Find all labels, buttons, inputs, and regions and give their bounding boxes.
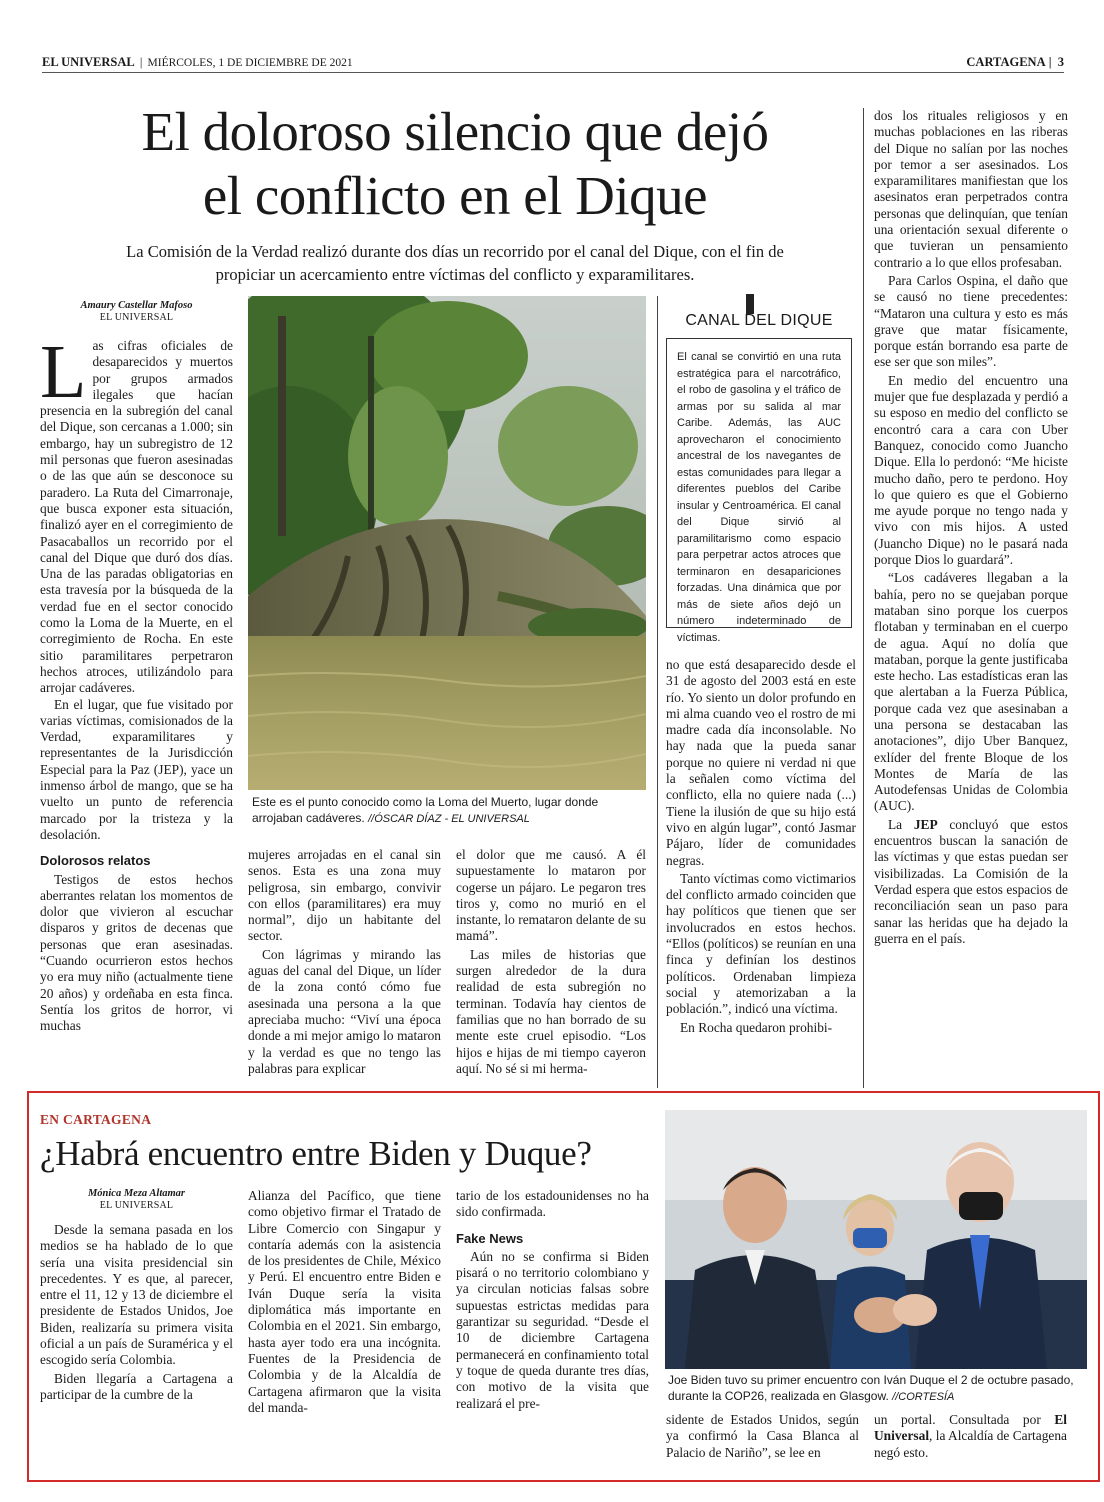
- main-column-5: [874, 108, 1068, 947]
- paragraph: Desde la semana pasada en los medios se ha hablado de lo que sería una visita presidencial sin precedentes. Y es que, al parecer, entre el 11, 12 y 13 de diciembre el presidente de Estados Unidos, Joe Biden, realizaría su primera visita oficial a un país de Suramérica y el escogido sería Colombia.: [40, 1222, 233, 1368]
- sidebar-title: CANAL DEL DIQUE: [685, 312, 833, 329]
- paragraph: “Los cadáveres llegaban a la bahía, pero no se quejaban porque mataban sino porque los cuerpos flotaban y terminaban en el cuerpo de agua. Aquí no dolía que mataban, porque la gente justificaba este hecho. Las estadísticas eran las que alertaban a la Fuerza Pública, porque cada vez que asesinaban a una persona se destacaban las anotaciones”, dijo Uber Banquez, exlíder del frente Bloque de los Montes de María de las Autodefensas Unidas de Colombia (AUC).: [874, 570, 1068, 814]
- paragraph: tario de los estadounidenses no ha sido confirmada.: [456, 1188, 649, 1220]
- subhead-fake-news: Fake News: [456, 1230, 524, 1246]
- lead-paragraph: Las cifras oficiales de desaparecidos y muertos por grupos armados ilegales que hacían presencia en la subregión del canal del Dique, son cercanas a 1.000; sin embargo, hay un subregistro de 12 mil personas que fueron asesinadas o de las que aún se desconoce su paradero. La Ruta del Cimarronaje, que busca exponer esta situación, finalizó ayer en el corregimiento de Pasacaballos un recorrido por el canal del Dique que duró dos días. Una de las paradas obligatorias en esta travesía por la búsqueda de la verdad fue en el sector conocido como la Loma de la Muerte, en el corregimiento de Rocha. En este sitio paramilitares perpetraron hechos atroces, utilizándolo para arrojar cadáveres.: [40, 330, 233, 696]
- secondary-author-name: Mónica Meza Altamar: [87, 1188, 186, 1199]
- paragraph: mujeres arrojadas en el canal sin senos. Esta es una zona muy peligrosa, sin embargo, convivir con ellos (paramilitares) era muy normal”, dijo un habitante del sector.: [248, 847, 441, 944]
- headline-line-1: El doloroso silencio que dejó: [141, 101, 769, 162]
- paragraph: En medio del encuentro una mujer que fue desplazada y perdió a su esposo en medio del conflicto se encontró cara a cara con Uber Banquez, conocido como Juancho Dique. Ella lo perdonó: “Me hiciste mucho daño, pero te perdono. Hoy lo que quiero es que el Gobierno me ayude porque no tengo nada y vivo con mis hijos. A usted (Juancho Dique) no le pasará nada porque Dios lo guardará”.: [874, 372, 1068, 568]
- secondary-column-1: [40, 1188, 233, 1403]
- dropcap: L: [40, 330, 87, 414]
- main-column-3: [456, 847, 646, 1077]
- headline-line-2: el conflicto en el Dique: [202, 165, 708, 226]
- sidebar-text: El canal se convirtió en una ruta estratégica para el narcotráfico, el robo de gasolina y el tráfico de armas por su salida al mar Caribe. Además, las AUC aprovecharon el conocimiento ancestral de los navegantes de estas comunidades para llegar a diferentes pueblos del Caribe insular y Centroamérica. El canal del Dique sirvió al paramilitarismo como espacio para perpetrar actos atroces que terminaron en desapariciones forzadas. Una dinámica que por más de siete años dejó un número indeterminado de víctimas.: [677, 351, 841, 644]
- secondary-column-2: [248, 1188, 441, 1416]
- paragraph: Testigos de estos hechos aberrantes relatan los momentos de dolor que vivieron al escuchar disparos y gritos de decenas que personas que eran asesinadas. “Cuando ocurrieron estos hechos yo era muy niño (actualmente tiene 20 años) y ordeñaba en esta finca. Sentía los gritos de horror, vi muchas: [40, 871, 233, 1034]
- secondary-column-3: [456, 1188, 649, 1412]
- header-rule: [42, 72, 1064, 73]
- paragraph: Biden llegaría a Cartagena a participar de la cumbre de la: [40, 1370, 233, 1402]
- sidebar-tab: [746, 294, 754, 314]
- secondary-photo-caption: Joe Biden tuvo su primer encuentro con Iván Duque el 2 de octubre pasado, durante la COP26, realizada en Glasgow. //CORTESÍA: [668, 1373, 1074, 1403]
- page-number: 3: [1057, 55, 1064, 69]
- paper-name: EL UNIVERSAL: [42, 55, 135, 69]
- tree-river-photo: [248, 296, 646, 790]
- secondary-column-5: [874, 1412, 1067, 1461]
- main-deck: [40, 240, 870, 286]
- deck-line-2: propiciar un acercamiento entre víctimas del conflicto y exparamilitares.: [215, 265, 695, 284]
- deck-line-1: La Comisión de la Verdad realizó durante dos días un recorrido por el canal del Dique, con el fin de: [126, 242, 784, 261]
- paragraph: Tanto víctimas como victimarios del conflicto armado coinciden que hay políticos que tienen que ser involucrados en estos hechos. “Ellos (políticos) se reunían en una finca y definían los destinos políticos. Ordenaban limpieza social y atemorizaban a la población.”, indicó una víctima.: [666, 870, 856, 1017]
- paragraph: En Rocha quedaron prohibi-: [680, 1019, 833, 1035]
- presidents-photo: [665, 1110, 1087, 1369]
- column-rule: [657, 296, 658, 1088]
- main-column-4: [666, 657, 856, 1036]
- secondary-column-4: [666, 1412, 859, 1461]
- paragraph: Aún no se confirma si Biden pisará o no territorio colombiano y ya circulan noticias falsas sobre supuestas estrictas medidas para garantizar su seguridad. “Desde el 10 de diciembre Cartagena permanecerá en confinamiento total y toque de queda durante tres días, con motivo de la visita que realizará el pre-: [456, 1248, 649, 1411]
- paragraph: Para Carlos Ospina, el daño que se causó no tiene precedentes: “Mataron una cultura y esto es más grave que matar físicamente, porque están borrando esa parte de ese ser que son miles”.: [874, 272, 1068, 370]
- main-photo: [248, 296, 646, 790]
- main-photo-caption: Este es el punto conocido como la Loma del Muerto, lugar donde arrojaban cadáveres. //ÓSCAR DÍAZ - EL UNIVERSAL: [252, 795, 599, 825]
- secondary-byline: [40, 1188, 233, 1212]
- paragraph: sidente de Estados Unidos, según ya confirmó la Casa Blanca al Palacio de Nariño”, se lee en: [666, 1412, 859, 1460]
- secondary-headline: ¿Habrá encuentro entre Biden y Duque?: [40, 1134, 592, 1173]
- paragraph: Las miles de historias que surgen alrededor de la dura realidad de esta subregión no terminan. Todavía hay cientos de familias que no han borrado de su mente este cruel episodio. “Los hijos e hijas de mi tiempo cayeron aquí. No sé si mi herma-: [456, 946, 646, 1076]
- main-column-1: [40, 300, 233, 1034]
- paragraph: no que está desaparecido desde el 31 de agosto del 2003 está en este río. Yo siento un dolor profundo en mi alma cuando veo el rostro de mi madre cada día inconsolable. No hay nada que la pueda sanar porque no quiere ni verdad ni que la señalen como víctima del conflicto, ella no quiere nada (...) Tiene la ilusión de que su hijo está vivo en algún lugar”, contó Jasmar Pájaro, líder de comunidades negras.: [666, 657, 856, 868]
- subhead-dolorosos-relatos: Dolorosos relatos: [40, 853, 151, 869]
- paragraph: En el lugar, que fue visitado por varias víctimas, comisionados de la Verdad, exparamilitares y representantes de la Jurisdicción Especial para la Paz (JEP), yace un inmenso árbol de mango, que se ha vuelto un punto de referencia marcado por la tristeza y la desolación.: [40, 696, 233, 842]
- issue-date: MIÉRCOLES, 1 DE DICIEMBRE DE 2021: [147, 57, 353, 69]
- author-name: Amaury Castellar Mafoso: [80, 300, 193, 311]
- paragraph: Alianza del Pacífico, que tiene como objetivo firmar el Tratado de Libre Comercio con Singapur y contaría además con la asistencia de los presidentes de Chile, México y Perú. El encuentro entre Biden e Iván Duque sería la visita diplomática más importante en Colombia en el 2021. Sin embargo, hasta ayer todo era una incógnita. Fuentes de la Presidencia de Colombia y de la Alcaldía de Cartagena afirmaron que la visita del manda-: [248, 1188, 441, 1415]
- author-org: EL UNIVERSAL: [99, 312, 174, 323]
- secondary-author-org: EL UNIVERSAL: [99, 1200, 174, 1211]
- paragraph: un portal. Consultada por El Universal, la Alcaldía de Cartagena negó esto.: [874, 1412, 1067, 1460]
- main-headline: [40, 100, 870, 228]
- byline: [40, 300, 233, 324]
- page-header: EL UNIVERSAL | MIÉRCOLES, 1 DE DICIEMBRE DE 2021 CARTAGENA | 3: [42, 55, 1064, 69]
- secondary-photo-credit: //CORTESÍA: [892, 1391, 955, 1403]
- paragraph: La JEP concluyó que estos encuentros buscan la sanación de las víctimas y que estas puedan ser visibilizadas. La Comisión de la Verdad espera que estos espacios de reconciliación sean un paso para sanar las heridas que ha dejado la guerra en el país.: [874, 816, 1068, 946]
- main-column-2: [248, 847, 441, 1077]
- sidebar-box: [666, 338, 852, 644]
- section-label: CARTAGENA | 3: [966, 55, 1064, 69]
- secondary-kicker: EN CARTAGENA: [40, 1112, 152, 1127]
- biden-duque-photo: [665, 1110, 1087, 1369]
- paragraph: Con lágrimas y mirando las aguas del canal del Dique, un líder de la zona contó cómo fue asesinada una persona a la que apreciaba mucho: “Viví una época donde a mi mejor amigo lo mataron y la verdad es que no tengo las palabras para explicar: [248, 946, 441, 1076]
- photo-credit: //ÓSCAR DÍAZ - EL UNIVERSAL: [368, 813, 530, 825]
- paragraph: el dolor que me causó. A él supuestamente lo mataron por cogerse un pájaro. Le pegaron tres tiros y, como no murió en el instante, lo remataron delante de su mamá”.: [456, 847, 646, 944]
- column-rule: [863, 108, 864, 1088]
- paragraph: dos los rituales religiosos y en muchas poblaciones en las riberas del Dique no salían por las noches por temor a ser asesinados. Los exparamilitares manifiestan que los asesinatos eran perpetrados contra personas que delinquían, que tenían una orientación sexual diferente o que tuvieran un pensamiento contrario a lo que ellos profesaban.: [874, 108, 1068, 270]
